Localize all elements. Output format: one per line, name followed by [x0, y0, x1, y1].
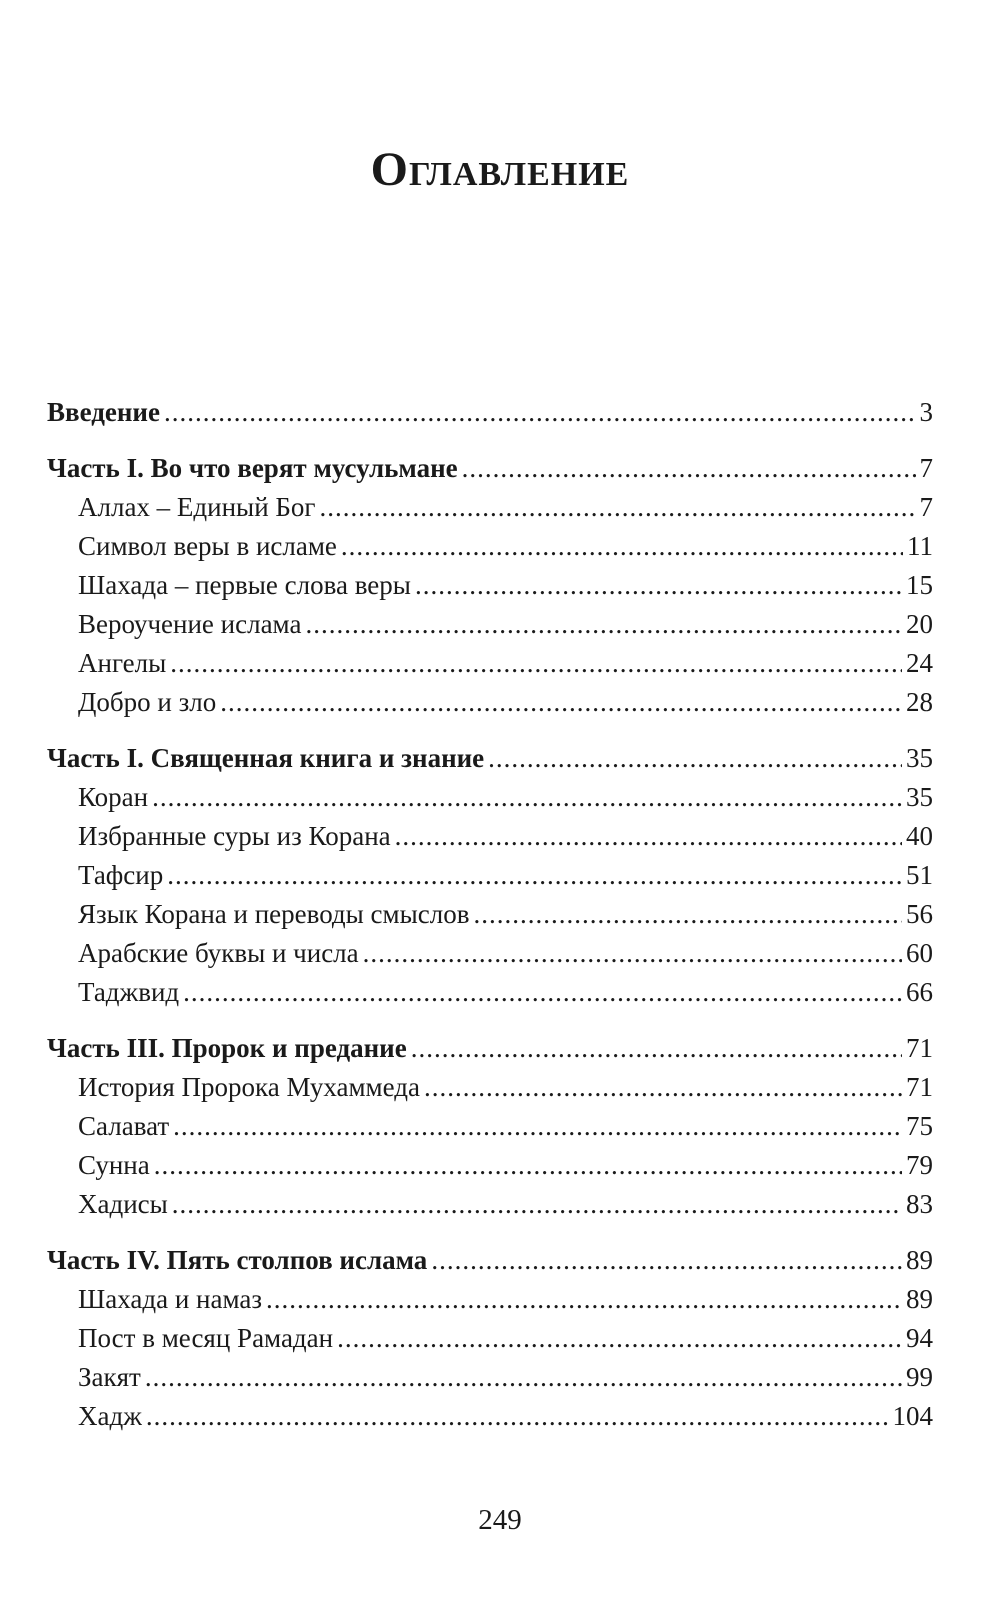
toc-entry-title: Аллах – Единый Бог — [78, 492, 316, 522]
toc-entry-title: Шахада и намаз — [78, 1284, 263, 1314]
toc-chapter-entry[interactable] — [47, 1146, 933, 1185]
toc-entry-title: Салават — [78, 1111, 170, 1141]
toc-entry-page: 20 — [906, 609, 933, 639]
toc-entry-title: Шахада – первые слова веры — [78, 570, 411, 600]
toc-entry-page: 51 — [906, 860, 933, 890]
page-title: Оглавление — [370, 143, 630, 196]
dot-leader — [424, 1068, 902, 1107]
toc-entry-page: 66 — [906, 977, 933, 1007]
toc-chapter-entry[interactable] — [47, 1107, 933, 1146]
toc-entry-page: 56 — [906, 899, 933, 929]
toc-entry-page: 99 — [906, 1362, 933, 1392]
toc-chapter-entry[interactable] — [47, 973, 933, 1012]
toc-chapter-entry[interactable] — [47, 778, 933, 817]
toc-chapter-entry[interactable] — [47, 605, 933, 644]
dot-leader — [170, 644, 902, 683]
dot-leader — [341, 527, 903, 566]
dot-leader — [167, 856, 902, 895]
dot-leader — [266, 1280, 902, 1319]
dot-leader — [462, 448, 916, 488]
toc-entry-title: Сунна — [78, 1150, 150, 1180]
dot-leader — [220, 683, 902, 722]
toc-entry-page: 35 — [906, 782, 933, 812]
toc-entry-page: 7 — [919, 453, 933, 483]
toc-chapter-entry[interactable] — [47, 934, 933, 973]
toc-entry-page: 7 — [919, 492, 933, 522]
dot-leader — [415, 566, 902, 605]
toc-chapter-entry[interactable] — [47, 644, 933, 683]
toc-entry-title: Коран — [78, 782, 149, 812]
toc-entry-title: Хадж — [78, 1401, 142, 1431]
toc-entry-page: 75 — [906, 1111, 933, 1141]
dot-leader — [145, 1358, 902, 1397]
toc-part-entry[interactable] — [47, 1240, 933, 1280]
toc-entry-title: Язык Корана и переводы смыслов — [78, 899, 470, 929]
dot-leader — [173, 1107, 902, 1146]
toc-entry-page: 28 — [906, 687, 933, 717]
toc-section — [47, 392, 933, 432]
toc-entry-page: 35 — [906, 743, 933, 773]
toc-chapter-entry[interactable] — [47, 1397, 933, 1436]
toc-entry-title: Тафсир — [78, 860, 164, 890]
dot-leader — [164, 392, 916, 432]
toc-entry-page: 89 — [906, 1284, 933, 1314]
toc-part-entry[interactable] — [47, 738, 933, 778]
toc-entry-page: 71 — [906, 1033, 933, 1063]
toc-chapter-entry[interactable] — [47, 895, 933, 934]
toc-chapter-entry[interactable] — [47, 856, 933, 895]
dot-leader — [395, 817, 902, 856]
toc-entry-title: Избранные суры из Корана — [78, 821, 391, 851]
toc-chapter-entry[interactable] — [47, 1358, 933, 1397]
toc-entry-title: Вероучение ислама — [78, 609, 302, 639]
toc-entry-page: 94 — [906, 1323, 933, 1353]
toc-chapter-entry[interactable] — [47, 566, 933, 605]
toc-section — [47, 1240, 933, 1436]
toc-section — [47, 738, 933, 1012]
toc-part-entry[interactable] — [47, 1028, 933, 1068]
dot-leader — [488, 738, 902, 778]
toc-entry-page: 71 — [906, 1072, 933, 1102]
dot-leader — [305, 605, 902, 644]
toc-entry-title: Арабские буквы и числа — [78, 938, 359, 968]
toc-entry-title: Добро и зло — [78, 687, 217, 717]
toc-entry-title: Часть I. Священная книга и знание — [47, 743, 485, 773]
toc-entry-title: Таджвид — [78, 977, 180, 1007]
toc-chapter-entry[interactable] — [47, 527, 933, 566]
toc-entry-page: 11 — [907, 531, 933, 561]
dot-leader — [319, 488, 915, 527]
toc-entry-title: Символ веры в исламе — [78, 531, 337, 561]
dot-leader — [363, 934, 902, 973]
dot-leader — [337, 1319, 902, 1358]
toc-part-entry[interactable] — [47, 392, 933, 432]
toc-entry-page: 24 — [906, 648, 933, 678]
dot-leader — [146, 1397, 889, 1436]
toc-entry-page: 104 — [892, 1401, 933, 1431]
toc-entry-title: Часть III. Пророк и предание — [47, 1033, 407, 1063]
toc-chapter-entry[interactable] — [47, 1068, 933, 1107]
page-number: 249 — [478, 1504, 522, 1536]
toc-entry-page: 79 — [906, 1150, 933, 1180]
toc-entry-page: 40 — [906, 821, 933, 851]
toc-section — [47, 448, 933, 722]
toc-entry-title: Пост в месяц Рамадан — [78, 1323, 334, 1353]
toc-chapter-entry[interactable] — [47, 1319, 933, 1358]
table-of-contents — [47, 392, 933, 1436]
toc-entry-title: История Пророка Мухаммеда — [78, 1072, 420, 1102]
toc-entry-title: Введение — [47, 397, 160, 427]
toc-entry-title: Часть I. Во что верят мусульмане — [47, 453, 458, 483]
dot-leader — [152, 778, 902, 817]
dot-leader — [154, 1146, 902, 1185]
dot-leader — [431, 1240, 902, 1280]
toc-entry-page: 83 — [906, 1189, 933, 1219]
dot-leader — [411, 1028, 902, 1068]
toc-entry-title: Хадисы — [78, 1189, 168, 1219]
toc-entry-page: 15 — [906, 570, 933, 600]
dot-leader — [183, 973, 902, 1012]
toc-chapter-entry[interactable] — [47, 1185, 933, 1224]
toc-entry-title: Ангелы — [78, 648, 167, 678]
toc-chapter-entry[interactable] — [47, 1280, 933, 1319]
toc-entry-page: 89 — [906, 1245, 933, 1275]
toc-entry-title: Часть IV. Пять столпов ислама — [47, 1245, 428, 1275]
toc-part-entry[interactable] — [47, 448, 933, 488]
toc-section — [47, 1028, 933, 1224]
toc-entry-page: 60 — [906, 938, 933, 968]
toc-chapter-entry[interactable] — [47, 817, 933, 856]
dot-leader — [172, 1185, 902, 1224]
toc-entry-title: Закят — [78, 1362, 141, 1392]
dot-leader — [473, 895, 902, 934]
toc-entry-page: 3 — [919, 397, 933, 427]
toc-chapter-entry[interactable] — [47, 683, 933, 722]
toc-chapter-entry[interactable] — [47, 488, 933, 527]
